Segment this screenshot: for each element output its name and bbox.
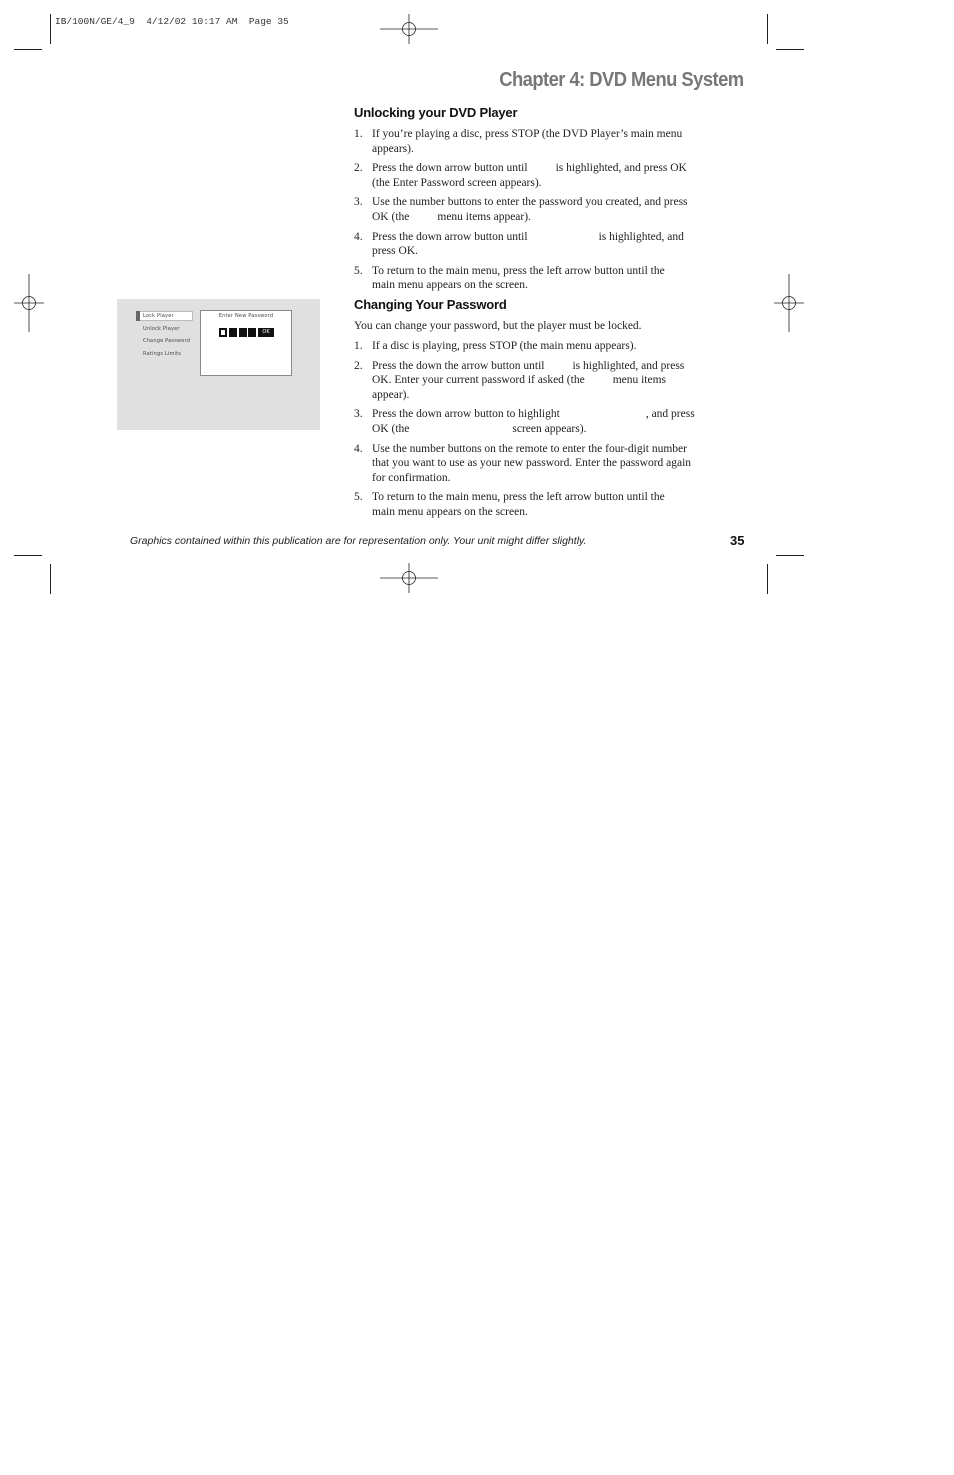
password-digit-field bbox=[239, 328, 247, 337]
chapter-title: Chapter 4: DVD Menu System bbox=[499, 69, 744, 91]
list-item: 3. Use the number buttons to enter the password you created, and press OK (the menu items appear). bbox=[354, 196, 688, 223]
registration-mark-icon bbox=[14, 274, 44, 332]
registration-mark-icon bbox=[774, 274, 804, 332]
crop-mark bbox=[776, 555, 804, 556]
page-number: 35 bbox=[730, 533, 745, 548]
crop-mark bbox=[767, 564, 768, 594]
list-item: 3. Press the down arrow button to highlight , and press OK (the screen appears). bbox=[354, 408, 695, 435]
list-item: 1. If you’re playing a disc, press STOP (the DVD Player’s main menu appears). bbox=[354, 128, 683, 155]
password-digit-field bbox=[219, 328, 227, 337]
section-heading-changing: Changing Your Password bbox=[354, 297, 507, 312]
password-dialog-title: Enter New Password bbox=[218, 313, 274, 319]
menu-selection-bar bbox=[136, 311, 140, 321]
list-item: 1. If a disc is playing, press STOP (the main menu appears). bbox=[354, 340, 637, 352]
menu-item-change-password: Change Password bbox=[143, 338, 191, 344]
unlocking-steps bbox=[354, 127, 749, 298]
menu-item-unlock-player: Unlock Player bbox=[143, 326, 180, 332]
registration-mark-icon bbox=[380, 14, 438, 44]
dvd-menu-screenshot bbox=[117, 299, 320, 430]
footer-disclaimer: Graphics contained within this publication are for representation only. Your unit might differ slightly. bbox=[130, 535, 587, 547]
list-item: 2. Press the down arrow button until is highlighted, and press OK (the Enter Password screen appears). bbox=[354, 162, 687, 189]
password-dialog bbox=[200, 310, 292, 376]
list-item: 2. Press the down the arrow button until is highlighted, and press OK. Enter your current password if asked (the menu items appear). bbox=[354, 359, 685, 401]
crop-mark bbox=[776, 49, 804, 50]
list-item: 5. To return to the main menu, press the left arrow button until the main menu appears on the screen. bbox=[354, 264, 665, 292]
list-item: 4. Use the number buttons on the remote to enter the four-digit number that you want to use as your new password. Enter the password again for confirmation. bbox=[354, 442, 692, 484]
crop-mark bbox=[14, 555, 42, 556]
crop-mark bbox=[50, 564, 51, 594]
list-item: 5. To return to the main menu, press the left arrow button until the main menu appears on the screen. bbox=[354, 491, 665, 518]
section-heading-unlocking: Unlocking your DVD Player bbox=[354, 105, 518, 120]
crop-mark bbox=[767, 14, 768, 44]
changing-steps bbox=[354, 339, 749, 525]
print-slug: IB/100N/GE/4_9 4/12/02 10:17 AM Page 35 bbox=[55, 16, 289, 27]
list-item: 4. Press the down arrow button until is highlighted, and press OK. bbox=[354, 230, 684, 258]
ok-button: OK bbox=[258, 328, 274, 337]
password-digit-field bbox=[229, 328, 237, 337]
password-digit-field bbox=[248, 328, 256, 337]
changing-intro: You can change your password, but the player must be locked. bbox=[354, 320, 642, 332]
crop-mark bbox=[50, 14, 51, 44]
menu-item-lock-player: Lock Player bbox=[143, 313, 174, 319]
registration-mark-icon bbox=[380, 563, 438, 593]
menu-item-ratings-limits: Ratings Limits bbox=[143, 351, 182, 357]
crop-mark bbox=[14, 49, 42, 50]
